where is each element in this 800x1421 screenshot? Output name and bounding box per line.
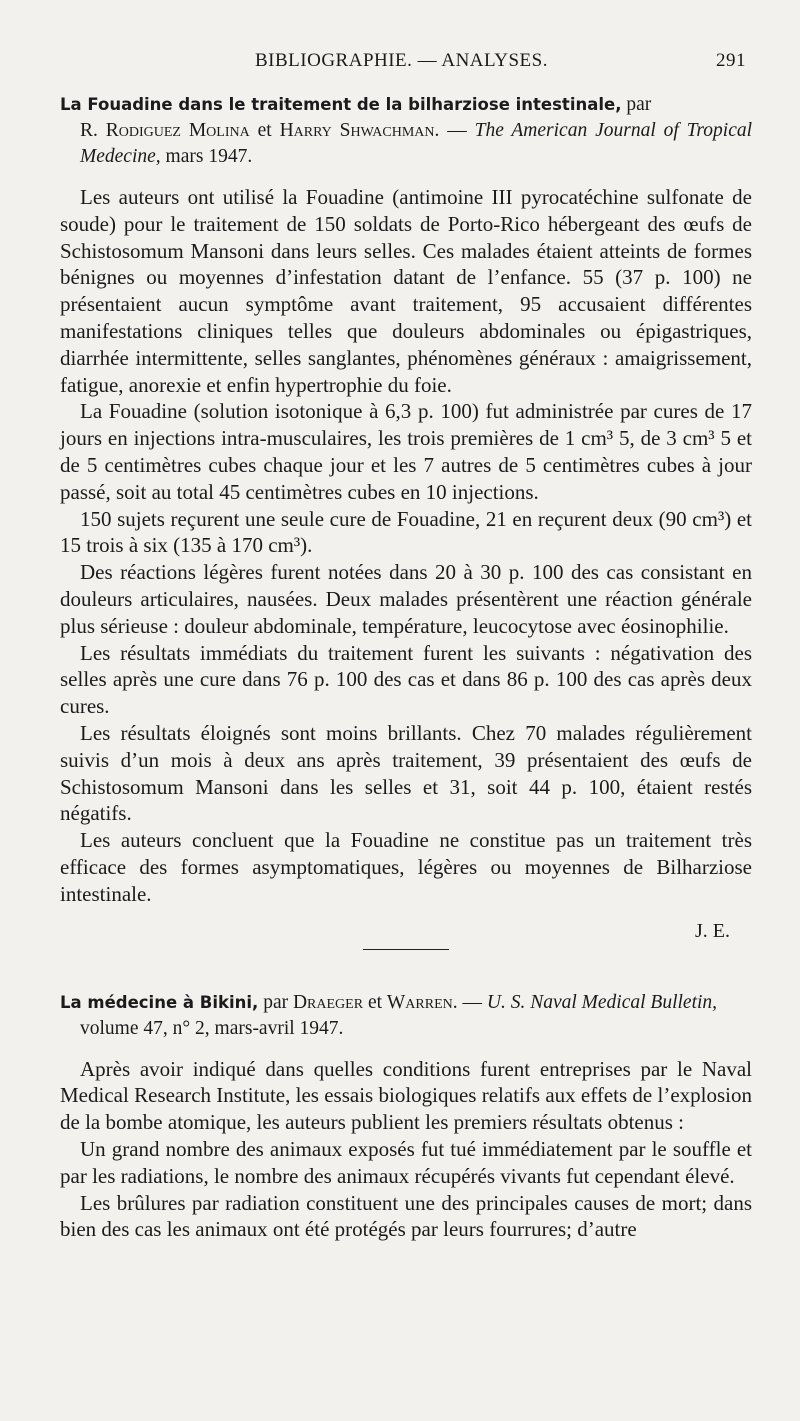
by-word: par — [258, 991, 293, 1013]
article-title: La médecine à Bikini, — [60, 992, 259, 1012]
paragraph: Des réactions légères furent notées dans 20 à 30 p. 100 des cas consistant en douleurs articulaires, nausées. Deux malades présentèrent une réaction générale plus sérieuse : douleur abdominale, température, leucocytose avec éosinophilie. — [60, 560, 752, 638]
paragraph: Les résultats éloignés sont moins brillants. Chez 70 malades régulièrement suivis d’un mois à deux ans après traitement, 39 présentaient des œufs de Schistosomum Mansoni dans les selles et 31, soit 44 p. 100, étaient restés négatifs. — [60, 720, 752, 826]
journal-name: The American Journal of Tropical Medecine, — [80, 120, 753, 167]
article-heading — [60, 92, 752, 170]
separator-rule — [363, 949, 449, 950]
article-title: La Fouadine dans le traitement de la bilharziose intestinale, — [60, 95, 622, 114]
by-word: par — [621, 94, 652, 115]
article-bikini — [60, 990, 752, 1244]
dash: . — — [434, 120, 475, 141]
running-head — [60, 40, 752, 84]
author-name: Warren — [386, 991, 453, 1013]
author-name: Harry Shwachman — [279, 120, 435, 141]
running-head-title: BIBLIOGRAPHIE. — ANALYSES. — [255, 50, 548, 71]
paragraph: Les résultats immédiats du traitement furent les suivants : négativation des selles après une cure dans 76 p. 100 des cas et dans 86 p. 100 des cas après deux cures. — [60, 640, 752, 719]
publication-date: volume 47, n° 2, mars-avril 1947. — [80, 1017, 344, 1039]
and-word: et — [363, 991, 387, 1013]
and-word: et — [249, 120, 280, 141]
paragraph: Les auteurs concluent que la Fouadine ne constitue pas un traitement très efficace des formes asymptomatiques, légères ou moyennes de Bilharziose intestinale. — [60, 828, 752, 906]
journal-name: U. S. Naval Medical Bulletin, — [486, 991, 718, 1013]
author-line — [60, 118, 752, 170]
paragraph: Un grand nombre des animaux exposés fut tué immédiatement par le souffle et par les radiations, le nombre des animaux récupérés vivants fut cependant élevé. — [60, 1136, 752, 1188]
paragraph: Les brûlures par radiation constituent une des principales causes de mort; dans bien des cas les animaux ont été protégés par leurs fourrures; d’autre — [60, 1190, 752, 1242]
paragraph: Après avoir indiqué dans quelles conditions furent entreprises par le Naval Medical Research Institute, les essais biologiques relatifs aux effets de l’explosion de la bombe atomique, les auteurs publient les premiers résultats obtenus : — [60, 1056, 752, 1135]
dash: . — — [452, 991, 487, 1013]
author-name: R. Rodiguez Molina — [80, 120, 250, 141]
signature: J. E. — [695, 919, 730, 942]
paragraph: 150 sujets reçurent une seule cure de Fouadine, 21 en reçurent deux (90 cm³) et 15 trois à six (135 à 170 cm³). — [60, 506, 752, 558]
paragraph: Les auteurs ont utilisé la Fouadine (antimoine III pyrocatéchine sulfonate de soude) pour le traitement de 150 soldats de Porto-Rico hébergeant des œufs de Schistosomum Mansoni dans leurs selles. Ces malades étaient atteints de formes bénignes ou moyennes d’infestation datant de l’enfance. 55 (37 p. 100) ne présentaient aucun symptôme avant traitement, 95 accusaient différentes manifestations cliniques telles que douleurs abdominales ou épigastriques, diarrhée intermittente, selles sanglantes, phénomènes généraux : amaigrissement, fatigue, anorexie et enfin hypertrophie du foie. — [60, 185, 752, 397]
article-fouadine — [60, 92, 752, 950]
page-number: 291 — [716, 50, 746, 71]
publication-date: mars 1947. — [160, 146, 253, 167]
article-heading — [60, 990, 752, 1042]
paragraph: La Fouadine (solution isotonique à 6,3 p. 100) fut administrée par cures de 17 jours en injections intra-musculaires, les trois premières de 1 cm³ 5, de 3 cm³ 5 et de 5 centimètres cubes chaque jour et les 7 autres de 5 centimètres cubes à jour passé, soit au total 45 centimètres cubes en 10 injections. — [60, 399, 752, 504]
author-name: Draeger — [292, 991, 364, 1013]
